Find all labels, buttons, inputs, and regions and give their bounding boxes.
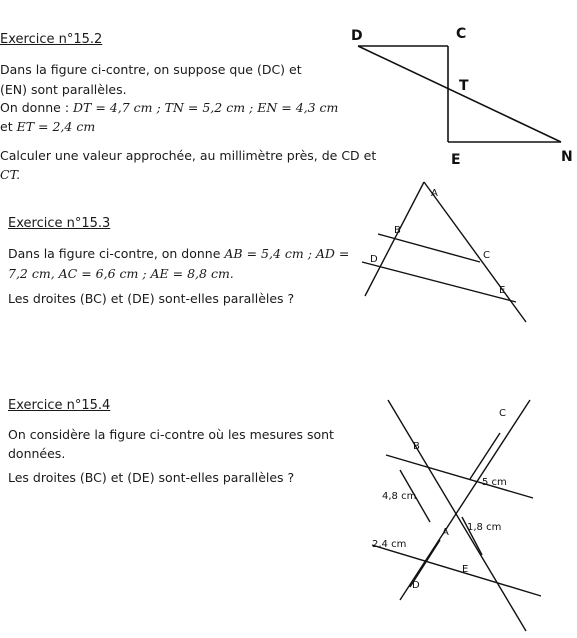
label-a: A: [431, 188, 438, 199]
label-c: C: [499, 408, 506, 419]
exercise-15-2-line-6: CT.: [0, 167, 21, 182]
figure-15-3: [362, 182, 526, 322]
label-b: B: [413, 441, 420, 452]
label-c: C: [456, 26, 467, 42]
label-e: E: [499, 285, 506, 296]
exercise-15-4-line-2: données.: [8, 446, 66, 461]
measure-1-8cm: 1,8 cm: [467, 522, 502, 533]
exercise-15-4-line-1: On considère la figure ci-contre où les mesures sont: [8, 427, 334, 442]
given-values-3a: AB = 5,4 cm ; AD =: [224, 246, 350, 261]
label-e: E: [451, 152, 461, 168]
exercise-15-2-line-2: (EN) sont parallèles.: [0, 82, 127, 97]
given-prefix-2: et: [0, 119, 17, 134]
label-c: C: [483, 250, 490, 261]
exercise-15-2-line-5: Calculer une valeur approchée, au millimètre près, de CD et: [0, 148, 377, 163]
label-a: A: [442, 527, 449, 538]
segment-dn: [358, 46, 561, 142]
exercise-15-3-question: Les droites (BC) et (DE) sont-elles parallèles ?: [8, 291, 295, 306]
given-value-et: ET = 2,4 cm: [16, 119, 96, 134]
figure-15-2: [358, 46, 561, 142]
given-prefix: On donne :: [0, 100, 74, 115]
measure-2-4cm: 2,4 cm: [372, 539, 407, 550]
given-prefix-3: Dans la figure ci-contre, on donne: [8, 246, 225, 261]
measure-5cm: 5 cm: [482, 477, 507, 488]
label-b: B: [394, 225, 401, 236]
line-b-e: [388, 400, 526, 631]
given-values: DT = 4,7 cm ; TN = 5,2 cm ; EN = 4,3 cm: [73, 100, 339, 115]
label-t: T: [459, 78, 469, 94]
exercise-15-2-title: Exercice n°15.2: [0, 32, 103, 47]
exercise-15-2-line-1: Dans la figure ci-contre, on suppose que (DC) et: [0, 62, 302, 77]
arrow-5cm: [470, 433, 500, 479]
label-e: E: [462, 564, 469, 575]
label-d: D: [351, 28, 363, 44]
line-de: [372, 545, 541, 596]
label-d: D: [412, 580, 420, 591]
exercise-15-3-line-2: 7,2 cm, AC = 6,6 cm ; AE = 8,8 cm.: [8, 266, 234, 281]
exercise-15-4-question: Les droites (BC) et (DE) sont-elles parallèles ?: [8, 470, 295, 485]
line-de: [362, 262, 516, 302]
figure-15-4: [372, 400, 541, 631]
exercise-15-3-title: Exercice n°15.3: [8, 216, 111, 231]
label-d: D: [370, 254, 378, 265]
measure-4-8cm: 4,8 cm: [382, 491, 417, 502]
label-n: N: [561, 149, 573, 165]
exercise-15-4-title: Exercice n°15.4: [8, 398, 111, 413]
